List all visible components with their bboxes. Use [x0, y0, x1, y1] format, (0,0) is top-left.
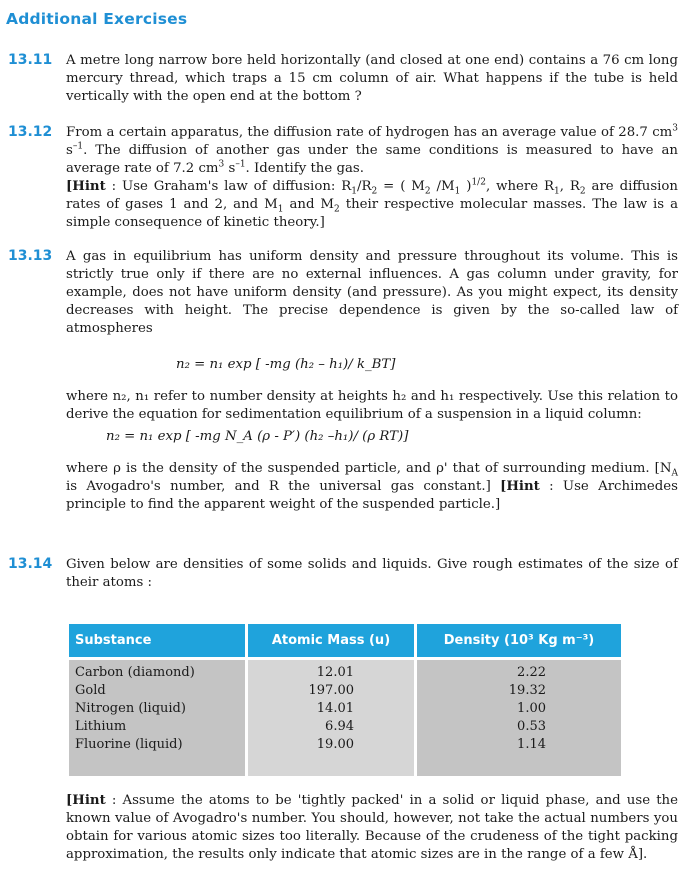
hint-paragraph: [Hint : Assume the atoms to be 'tightly packed' in a solid or liquid phase, and use the known value of Avogadro's number. You should, however, not take the actual numbers you obtain for various atomic sizes too literally. Because of the crudeness of the tight packing approximation, the results only indicate that atomic sizes are in the range of a few Å].	[66, 793, 678, 862]
hint-label: [Hint	[66, 179, 106, 194]
table-cell: 14.01	[316, 701, 354, 716]
table-cell: 12.01	[316, 665, 354, 680]
substance-column	[69, 660, 245, 776]
header-density: Density (10³ Kg m⁻³)	[417, 624, 621, 657]
table-cell: 19.32	[508, 683, 546, 698]
table-cell: Gold	[75, 683, 106, 698]
exercise-paragraph: Given below are densities of some solids and liquids. Give rough estimates of the size of their atoms :	[66, 557, 678, 590]
exercise-paragraph: A gas in equilibrium has uniform density and pressure throughout its volume. This is strictly true only if there are no external influences. A gas column under gravity, for example, does not have uniform density (and pressure). As you might expect, its density decreases with height. The precise dependence is given by the so-called law of atmospheres	[66, 249, 678, 336]
table-cell: 2.22	[517, 665, 546, 680]
hint-label: [Hint	[500, 479, 540, 494]
exercise-number: 13.13	[8, 248, 53, 264]
table-cell: 197.00	[308, 683, 354, 698]
equation-sedimentation: n₂ = n₁ exp [ -mg N_A (ρ - P′) (h₂ –h₁)/ (ρ RT)]	[106, 429, 409, 444]
atomic-mass-column	[248, 660, 414, 776]
exercise-paragraph: A metre long narrow bore held horizontally (and closed at one end) contains a 76 cm long mercury thread, which traps a 15 cm column of air. What happens if the tube is held vertically with the open end at the bottom ?	[66, 53, 678, 104]
header-atomic-mass: Atomic Mass (u)	[248, 624, 414, 657]
table-cell: 19.00	[316, 737, 354, 752]
exercise-text	[66, 556, 678, 592]
table-cell: Fluorine (liquid)	[75, 737, 183, 752]
hint-text	[66, 792, 678, 864]
exercise-paragraph: where n₂, n₁ refer to number density at heights h₂ and h₁ respectively. Use this relation to derive the equation for sedimentation equilibrium of a suspension in a liquid column:	[66, 389, 678, 422]
exercise-number: 13.12	[8, 124, 53, 140]
table-cell: 1.00	[517, 701, 546, 716]
table-cell: 1.14	[517, 737, 546, 752]
exercise-paragraph: where ρ is the density of the suspended particle, and ρ' that of surrounding medium. [$N_A$ is Avogadro's number, and R the universal gas constant.] [Hint : Use Archimedes principle to find the apparent weight of the suspended particle.]	[66, 461, 679, 512]
exercise-text	[66, 52, 678, 106]
table-cell: Lithium	[75, 719, 127, 734]
exercise-number: 13.14	[8, 556, 53, 572]
exercise-text	[66, 124, 678, 232]
section-heading: Additional Exercises	[6, 10, 188, 28]
table-cell: 6.94	[325, 719, 354, 734]
header-substance: Substance	[69, 624, 245, 657]
equation-law-of-atmospheres: n₂ = n₁ exp [ -mg (h₂ – h₁)/ k_BT]	[176, 357, 396, 372]
density-column	[417, 660, 621, 776]
table-cell: Carbon (diamond)	[75, 665, 195, 680]
exercise-text	[66, 248, 678, 514]
hint-paragraph: [Hint : Use Graham's law of diffusion: $R_1/R_2$ = ( $M_2$ $/M_1$ )$^{1/2}$, where $R_1$, $R_2$ are diffusion rates of gases 1 and 2, and $M_1$ and $M_2$ their respective molecular masses. The law is a simple consequence of kinetic theory.]	[66, 177, 679, 230]
table-cell: 0.53	[517, 719, 546, 734]
table-cell: Nitrogen (liquid)	[75, 701, 186, 716]
exercise-paragraph: From a certain apparatus, the diffusion rate of hydrogen has an average value of 28.7 $cm^3$ $s^{-1}$. The diffusion of another gas under the same conditions is measured to have an average rate of 7.2 $cm^3$ $s^{-1}$. Identify the gas.	[66, 123, 678, 176]
density-table	[66, 621, 624, 779]
exercise-number: 13.11	[8, 52, 53, 68]
hint-label: [Hint	[66, 793, 106, 808]
